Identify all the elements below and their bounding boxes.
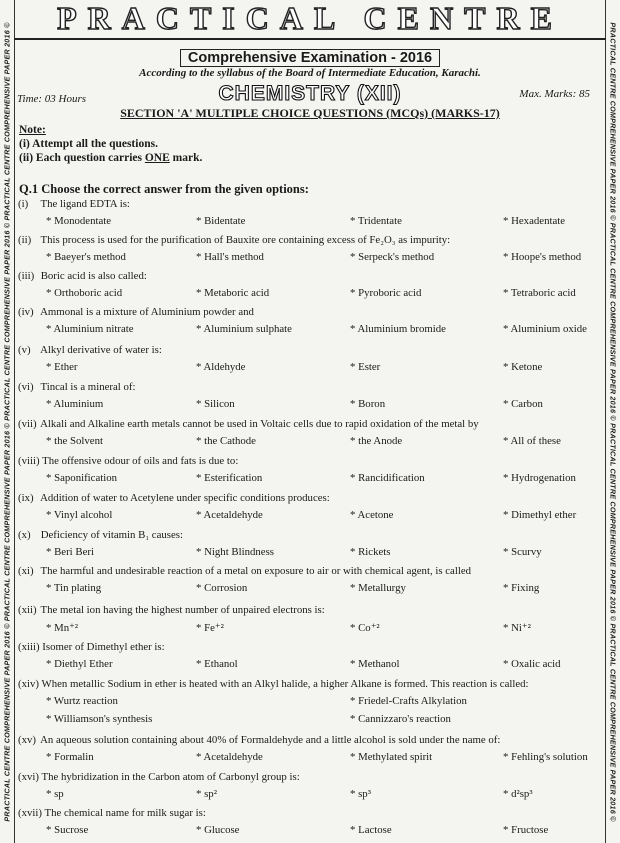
- option-a: * Tin plating: [46, 582, 102, 594]
- question-10: [18, 529, 602, 541]
- note-2: [19, 152, 202, 164]
- option-c: * Methanol: [350, 658, 400, 670]
- option-d: * Aluminium oxide: [503, 323, 587, 335]
- question-text: The hybridization in the Carbon atom of Carbonyl group is:: [41, 771, 300, 783]
- option-d: * Cannizzaro's reaction: [350, 713, 451, 725]
- question-text: Alkali and Alkaline earth metals cannot be used in Voltaic cells due to rapid oxidation of the metal by: [40, 418, 479, 430]
- option-a: * Sucrose: [46, 824, 89, 836]
- question-number: (xvii): [18, 807, 42, 819]
- option-d: * Hexadentate: [503, 215, 566, 227]
- question-number: (ii): [18, 234, 32, 246]
- question-number: (x): [18, 529, 31, 541]
- question-12: [18, 604, 602, 616]
- option-c: * Aluminium bromide: [350, 323, 446, 335]
- option-c: * Tridentate: [350, 215, 402, 227]
- question-16: [18, 771, 602, 783]
- subject-title: CHEMISTRY (XII): [218, 82, 402, 105]
- option-b: * sp²: [196, 788, 217, 800]
- option-c: * Metallurgy: [350, 582, 406, 594]
- option-b: * the Cathode: [196, 435, 256, 447]
- question-number: (iv): [18, 306, 34, 318]
- option-a: * Diethyl Ether: [46, 658, 113, 670]
- option-b: * Hall's method: [196, 251, 264, 263]
- option-a: * Aluminium: [46, 398, 104, 410]
- option-b: * Metaboric acid: [196, 287, 270, 299]
- option-b: * Acetaldehyde: [196, 751, 263, 763]
- option-b: * Aldehyde: [196, 361, 246, 373]
- right-margin-strip: [605, 0, 620, 843]
- option-a: * Mn⁺²: [46, 622, 79, 634]
- right-margin-text: PRACTICAL CENTRE COMPREHENSIVE PAPER 2016 © PRACTICAL CENTRE COMPREHENSIVE PAPER 2016 © PRACTICAL CENTRE COMPREHENSIVE PAPER 2016 © PRACTICAL CENTRE COMPREHENSIVE PAPER 2016 ©: [608, 21, 618, 822]
- question-text: The ligand EDTA is:: [40, 198, 130, 210]
- question-8: [18, 455, 602, 467]
- question-text: This process is used for the purification of Bauxite ore containing excess of Fe₂O₃ as impurity:: [40, 234, 451, 246]
- option-c: * Methylated spirit: [350, 751, 433, 763]
- option-d: * Hoope's method: [503, 251, 582, 263]
- question-text: An aqueous solution containing about 40% of Formaldehyde and a little alcohol is sold under the name of:: [40, 734, 501, 746]
- option-c: * Lactose: [350, 824, 392, 836]
- syllabus-line: According to the syllabus of the Board of Intermediate Education, Karachi.: [139, 67, 481, 79]
- question-number: (iii): [18, 270, 35, 282]
- option-d: * Fehling's solution: [503, 751, 588, 763]
- option-c: * Pyroboric acid: [350, 287, 422, 299]
- question-number: (ix): [18, 492, 34, 504]
- option-c: * Rancidification: [350, 472, 425, 484]
- question-3: [18, 270, 602, 282]
- option-a: * Orthoboric acid: [46, 287, 123, 299]
- option-d: * Tetraboric acid: [503, 287, 576, 299]
- question-number: (xiii): [18, 641, 40, 653]
- time-allowed: Time: 03 Hours: [17, 93, 87, 105]
- option-c: * Rickets: [350, 546, 391, 558]
- question-text: When metallic Sodium in ether is heated with an Alkyl halide, a higher Alkane is formed. This reaction is called:: [41, 678, 529, 690]
- option-d: * Dimethyl ether: [503, 509, 577, 521]
- option-b: * Fe⁺²: [196, 622, 224, 634]
- question-5: [18, 344, 602, 356]
- option-d: * Hydrogenation: [503, 472, 576, 484]
- question-text: The metal ion having the highest number of unpaired electrons is:: [40, 604, 325, 616]
- question-text: Isomer of Dimethyl ether is:: [42, 641, 165, 653]
- option-b: * Night Blindness: [196, 546, 274, 558]
- option-a: * Ether: [46, 361, 78, 373]
- brand-divider: [14, 38, 606, 40]
- option-c: * Serpeck's method: [350, 251, 435, 263]
- option-a: * Monodentate: [46, 215, 112, 227]
- question-7: [18, 418, 602, 430]
- option-a: * Wurtz reaction: [46, 695, 118, 707]
- question-number: (viii): [18, 455, 40, 467]
- option-b: * Ethanol: [196, 658, 238, 670]
- left-margin-text: PRACTICAL CENTRE COMPREHENSIVE PAPER 2016 © PRACTICAL CENTRE COMPREHENSIVE PAPER 2016 © PRACTICAL CENTRE COMPREHENSIVE PAPER 2016 © PRACTICAL CENTRE COMPREHENSIVE PAPER 2016 ©: [2, 21, 12, 822]
- exam-title-box: [0, 49, 620, 67]
- option-b: * Silicon: [196, 398, 235, 410]
- option-b: * Bidentate: [196, 215, 246, 227]
- option-a: * Vinyl alcohol: [46, 509, 113, 521]
- question-number: (xvi): [18, 771, 39, 783]
- question-9: [18, 492, 602, 504]
- option-c: * Boron: [350, 398, 386, 410]
- question-number: (i): [18, 198, 29, 210]
- question-17: [18, 807, 602, 819]
- note-2-prefix: (ii) Each question carries: [19, 152, 145, 164]
- option-c: * the Anode: [350, 435, 403, 447]
- question-6: [18, 381, 602, 393]
- option-b: * Friedel-Crafts Alkylation: [350, 695, 467, 707]
- question-number: (v): [18, 344, 31, 356]
- option-d: * Fructose: [503, 824, 549, 836]
- option-a: * Aluminium nitrate: [46, 323, 134, 335]
- option-d: * Carbon: [503, 398, 543, 410]
- question-11: [18, 565, 602, 577]
- question-text: Alkyl derivative of water is:: [40, 344, 162, 356]
- option-d: * Fixing: [503, 582, 540, 594]
- option-c: * Williamson's synthesis: [46, 713, 153, 725]
- question-number: (xi): [18, 565, 34, 577]
- option-d: * Ketone: [503, 361, 543, 373]
- option-d: * Oxalic acid: [503, 658, 561, 670]
- question-number: (vii): [18, 418, 37, 430]
- question-number: (vi): [18, 381, 34, 393]
- option-d: * Ni⁺²: [503, 622, 531, 634]
- note-1: (i) Attempt all the questions.: [19, 138, 158, 150]
- note-2-emphasis: ONE: [144, 152, 170, 164]
- option-c: * Acetone: [350, 509, 394, 521]
- option-a: * Beri Beri: [46, 546, 94, 558]
- option-a: * Saponification: [46, 472, 118, 484]
- option-c: * Ester: [350, 361, 381, 373]
- option-a: * Formalin: [46, 751, 94, 763]
- option-a: * Baeyer's method: [46, 251, 126, 263]
- left-margin-strip: [0, 0, 15, 843]
- exam-title: Comprehensive Examination - 2016: [180, 49, 440, 67]
- option-d: * Scurvy: [503, 546, 542, 558]
- section-heading: SECTION 'A' MULTIPLE CHOICE QUESTIONS (MCQs) (MARKS-17): [120, 106, 500, 120]
- brand-title: PRACTICAL CENTRE: [57, 0, 563, 36]
- question-text: The chemical name for milk sugar is:: [44, 807, 206, 819]
- question-15: [18, 734, 602, 746]
- max-marks: Max. Marks: 85: [519, 88, 590, 100]
- question-number: (xii): [18, 604, 37, 616]
- question-1: [18, 198, 602, 210]
- question-13: [18, 641, 602, 653]
- question-text: Ammonal is a mixture of Aluminium powder and: [40, 306, 254, 318]
- option-b: * Esterification: [196, 472, 263, 484]
- question-number: (xiv): [18, 678, 39, 690]
- option-a: * sp: [46, 788, 64, 800]
- note-title: Note:: [19, 124, 46, 136]
- option-c: * Co⁺²: [350, 622, 380, 634]
- question-text: Tincal is a mineral of:: [40, 381, 136, 393]
- note-2-suffix: mark.: [169, 152, 203, 164]
- option-b: * Corrosion: [196, 582, 248, 594]
- option-b: * Acetaldehyde: [196, 509, 263, 521]
- option-b: * Glucose: [196, 824, 240, 836]
- option-b: * Aluminium sulphate: [196, 323, 292, 335]
- question-14: [18, 678, 602, 690]
- question-text: The offensive odour of oils and fats is due to:: [42, 455, 239, 467]
- question-text: Addition of water to Acetylene under specific conditions produces:: [40, 492, 330, 504]
- option-d: * d²sp³: [503, 788, 533, 800]
- question-text: Boric acid is also called:: [40, 270, 147, 282]
- question-number: (xv): [18, 734, 36, 746]
- question-4: [18, 306, 602, 318]
- question-text: Deficiency of vitamin B₁ causes:: [40, 529, 183, 541]
- question-text: The harmful and undesirable reaction of a metal on exposure to air or with chemical agent, is called: [40, 565, 472, 577]
- option-c: * sp³: [350, 788, 371, 800]
- question-1-heading: Q.1 Choose the correct answer from the given options:: [19, 182, 309, 196]
- option-a: * the Solvent: [46, 435, 103, 447]
- option-d: * All of these: [503, 435, 561, 447]
- question-2: [18, 234, 602, 246]
